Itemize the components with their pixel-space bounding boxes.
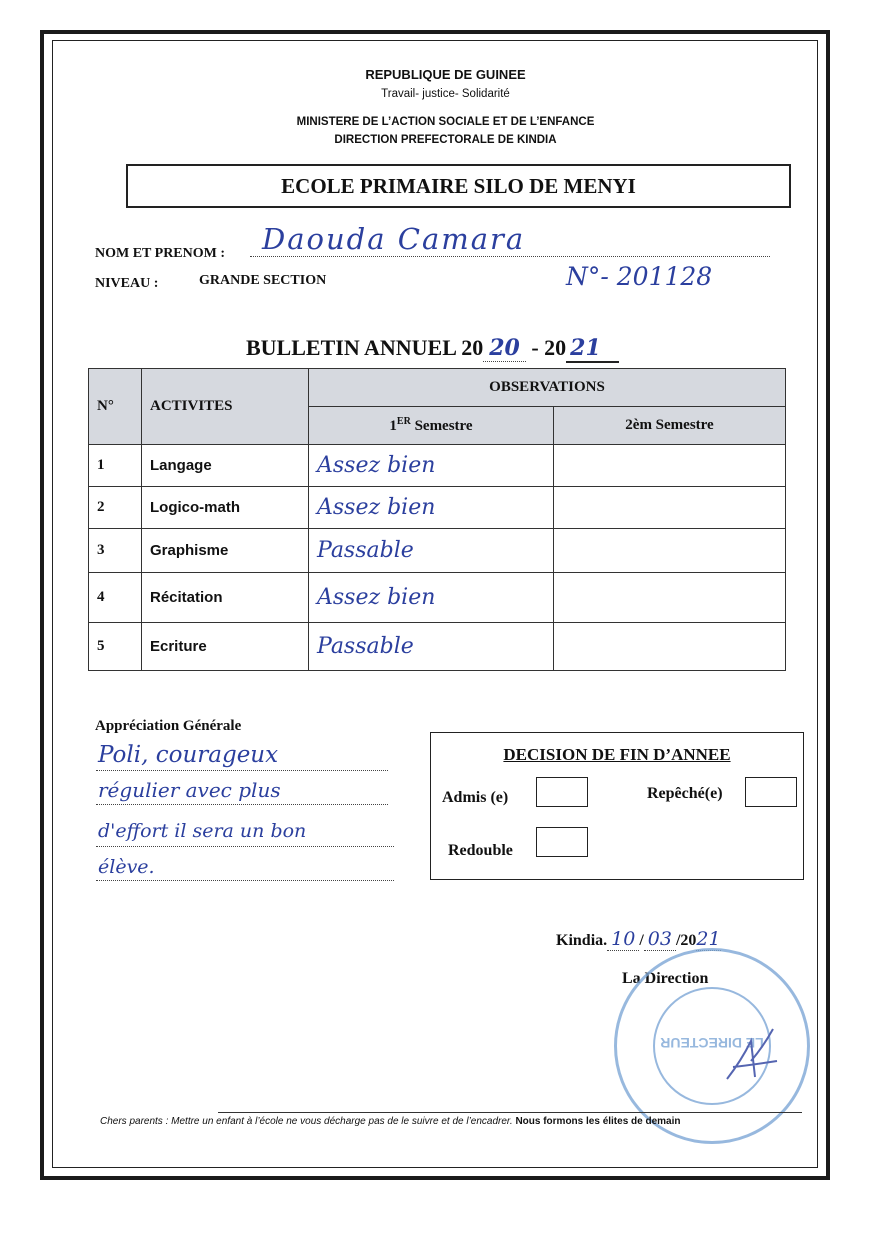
row-sem2-grade [554,445,786,487]
col-no-header: N° [89,369,142,445]
footer-rule [218,1112,802,1113]
row-sem1-grade: Passable [309,623,554,671]
redouble-checkbox[interactable] [536,827,588,857]
signature-day: 10 [607,928,639,951]
student-name: Daouda Camara [262,222,526,256]
appreciation-text-2: régulier avec plus [98,778,281,802]
row-activity: Langage [142,445,309,487]
col-semester-2: 2èm Semestre [554,407,786,445]
year-start-hand: 20 [483,335,526,362]
row-number: 4 [89,573,142,623]
admis-checkbox[interactable] [536,777,588,807]
footer-slogan: Nous formons les élites de demain [515,1116,681,1127]
row-sem2-grade [554,529,786,573]
appreciation-label [95,718,241,735]
bulletin-title [246,335,619,361]
table-row [89,487,786,529]
repeche-label: Repêché(e) [647,785,723,802]
level-value: GRANDE SECTION [199,273,327,288]
table-row [89,573,786,623]
table-row [89,529,786,573]
row-sem1-grade: Assez bien [309,573,554,623]
year-separator: - 20 [531,335,567,360]
school-stamp [614,948,810,1144]
redouble-label: Redouble [448,842,513,859]
row-sem2-grade [554,573,786,623]
row-activity: Ecriture [142,623,309,671]
row-number: 3 [89,529,142,573]
signature-year-hand: 21 [696,928,721,950]
sem1-label: Semestre [410,418,473,434]
appreciation-text-4: élève. [98,856,155,878]
sem1-number: 1 [389,418,397,434]
table-row [89,445,786,487]
row-number: 2 [89,487,142,529]
col-activities-header: ACTIVITES [142,369,309,445]
appreciation-text-1: Poli, courageux [98,742,279,768]
row-sem1-grade: Passable [309,529,554,573]
table-row [89,623,786,671]
signature-month: 03 [644,928,676,951]
col-observations-header: OBSERVATIONS [309,369,786,407]
appreciation-label-a: Appréciation [95,718,180,734]
decision-title: DECISION DE FIN D’ANNEE [503,745,731,764]
signature-scribble [721,1021,781,1091]
ministry: MINISTERE DE L’ACTION SOCIALE ET DE L’ENFANCE [296,116,595,128]
decision-box [430,732,804,880]
bulletin-label: BULLETIN ANNUEL [246,335,456,360]
appreciation-text-3: d'effort il sera un bon [98,820,307,842]
row-sem2-grade [554,487,786,529]
appreciation-label-b: Générale [182,718,242,734]
row-sem1-grade: Assez bien [309,487,554,529]
row-sem1-grade: Assez bien [309,445,554,487]
direction-label: La Direction [622,970,709,987]
row-activity: Récitation [142,573,309,623]
row-activity: Logico-math [142,487,309,529]
stamp-text: LE DIRECTEUR [660,1035,764,1051]
signature-place: Kindia. [556,932,608,949]
admis-label: Admis (e) [442,789,509,806]
student-number: N°- 201128 [566,262,713,291]
footer-note-label: Chers parents : [100,1116,169,1127]
grades-table [88,368,786,671]
year-end-hand: 21 [566,335,619,363]
level-label: NIVEAU : [95,276,159,291]
signature-year-prefix: /20 [675,932,697,949]
sem1-superscript: ER [396,416,411,427]
name-label: NOM ET PRENOM : [95,246,226,261]
footer-note [100,1116,681,1127]
footer-note-text: Mettre un enfant à l’école ne vous décharge pas de le suivre et de l’encadrer. [171,1116,513,1127]
republic-title: REPUBLIQUE DE GUINEE [365,67,526,82]
repeche-checkbox[interactable] [745,777,797,807]
school-name: ECOLE PRIMAIRE SILO DE MENYI [126,164,791,208]
col-semester-1 [309,407,554,445]
year-start-printed: 20 [461,335,484,360]
row-number: 5 [89,623,142,671]
row-number: 1 [89,445,142,487]
row-activity: Graphisme [142,529,309,573]
row-sem2-grade [554,623,786,671]
prefectoral-direction: DIRECTION PREFECTORALE DE KINDIA [334,134,557,146]
signature-date: Kindia. 10 / 03 /2021 [556,928,721,950]
motto: Travail- justice- Solidarité [381,88,510,100]
